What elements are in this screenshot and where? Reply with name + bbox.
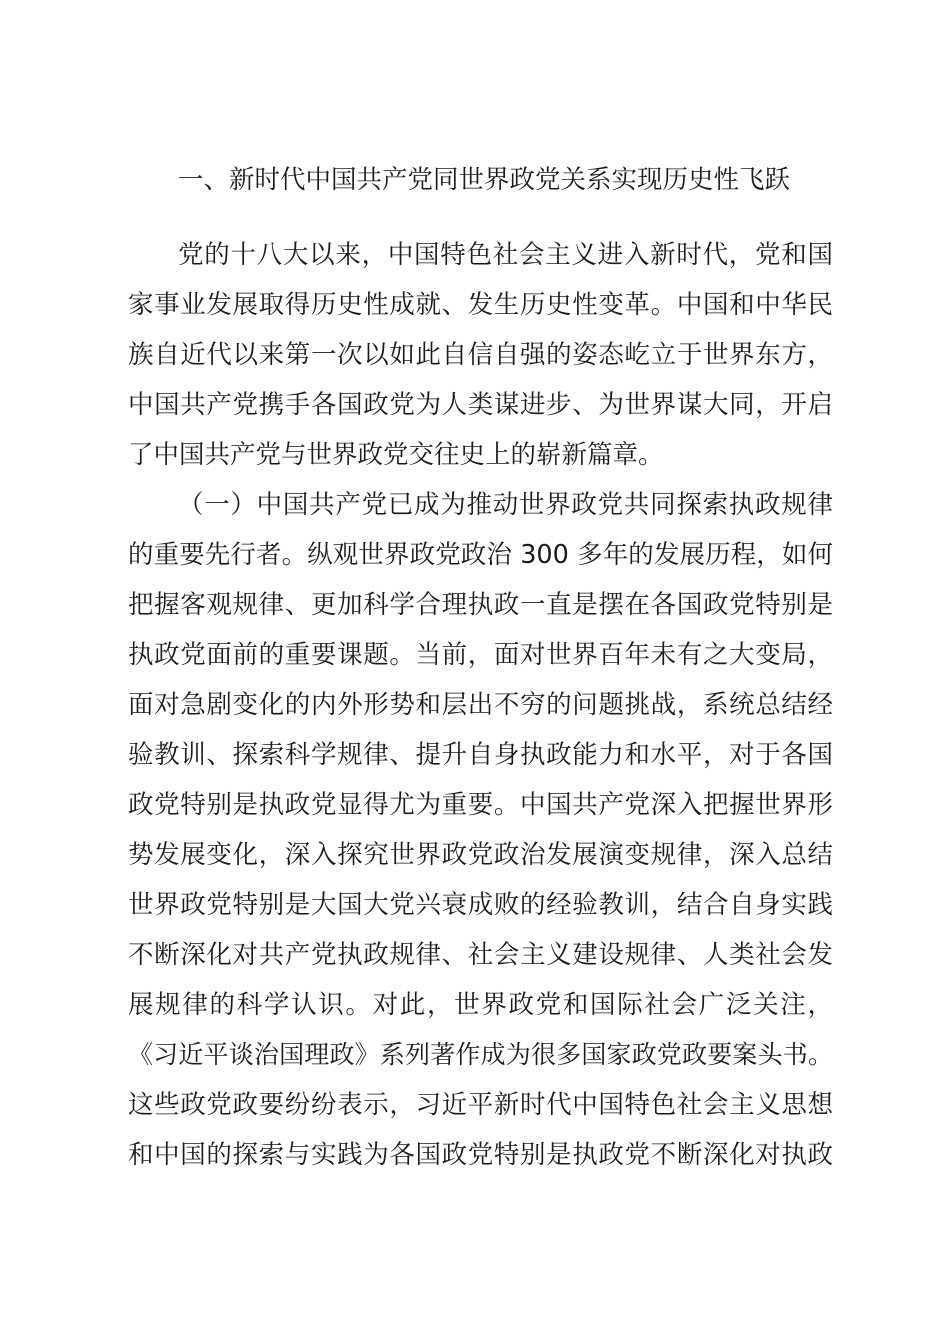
paragraph-2-line-6: 验教训、探索科学规律、提升自身执政能力和水平，对于各国 xyxy=(128,740,833,770)
paragraph-2-line-4: 执政党面前的重要课题。当前，面对世界百年未有之大变局， xyxy=(128,640,833,670)
paragraph-2-line-8: 势发展变化，深入探究世界政党政治发展演变规律，深入总结 xyxy=(128,840,833,870)
paragraph-1-line-1: 党的十八大以来，中国特色社会主义进入新时代，党和国 xyxy=(178,240,833,270)
paragraph-2-line-14: 和中国的探索与实践为各国政党特别是执政党不断深化对执政 xyxy=(128,1140,833,1170)
paragraph-2-line-12: 《习近平谈治国理政》系列著作成为很多国家政党政要案头书。 xyxy=(128,1040,833,1069)
paragraph-2-line-3: 把握客观规律、更加科学合理执政一直是摆在各国政党特别是 xyxy=(128,590,833,620)
paragraph-2-line-7: 政党特别是执政党显得尤为重要。中国共产党深入把握世界形 xyxy=(128,790,833,820)
paragraph-2-line-10: 不断深化对共产党执政规律、社会主义建设规律、人类社会发 xyxy=(128,940,833,970)
paragraph-1-line-2: 家事业发展取得历史性成就、发生历史性变革。中国和中华民 xyxy=(128,290,833,320)
paragraph-2-line-13: 这些政党政要纷纷表示，习近平新时代中国特色社会主义思想 xyxy=(128,1090,833,1120)
paragraph-2-line-9: 世界政党特别是大国大党兴衰成败的经验教训，结合自身实践 xyxy=(128,890,833,920)
paragraph-1-line-3: 族自近代以来第一次以如此自信自强的姿态屹立于世界东方， xyxy=(128,340,833,370)
paragraph-2-line-11: 展规律的科学认识。对此，世界政党和国际社会广泛关注， xyxy=(128,990,833,1020)
paragraph-2-line-1: （一）中国共产党已成为推动世界政党共同探索执政规律 xyxy=(178,490,833,520)
paragraph-1-line-4: 中国共产党携手各国政党为人类谋进步、为世界谋大同，开启 xyxy=(128,390,833,420)
paragraph-2-line-2: 的重要先行者。纵观世界政党政治 300 多年的发展历程，如何 xyxy=(128,540,833,570)
paragraph-2-line-5: 面对急剧变化的内外形势和层出不穷的问题挑战，系统总结经 xyxy=(128,690,833,720)
section-heading: 一、新时代中国共产党同世界政党关系实现历史性飞跃 xyxy=(178,165,791,195)
paragraph-1-line-5: 了中国共产党与世界政党交往史上的崭新篇章。 xyxy=(128,440,664,470)
